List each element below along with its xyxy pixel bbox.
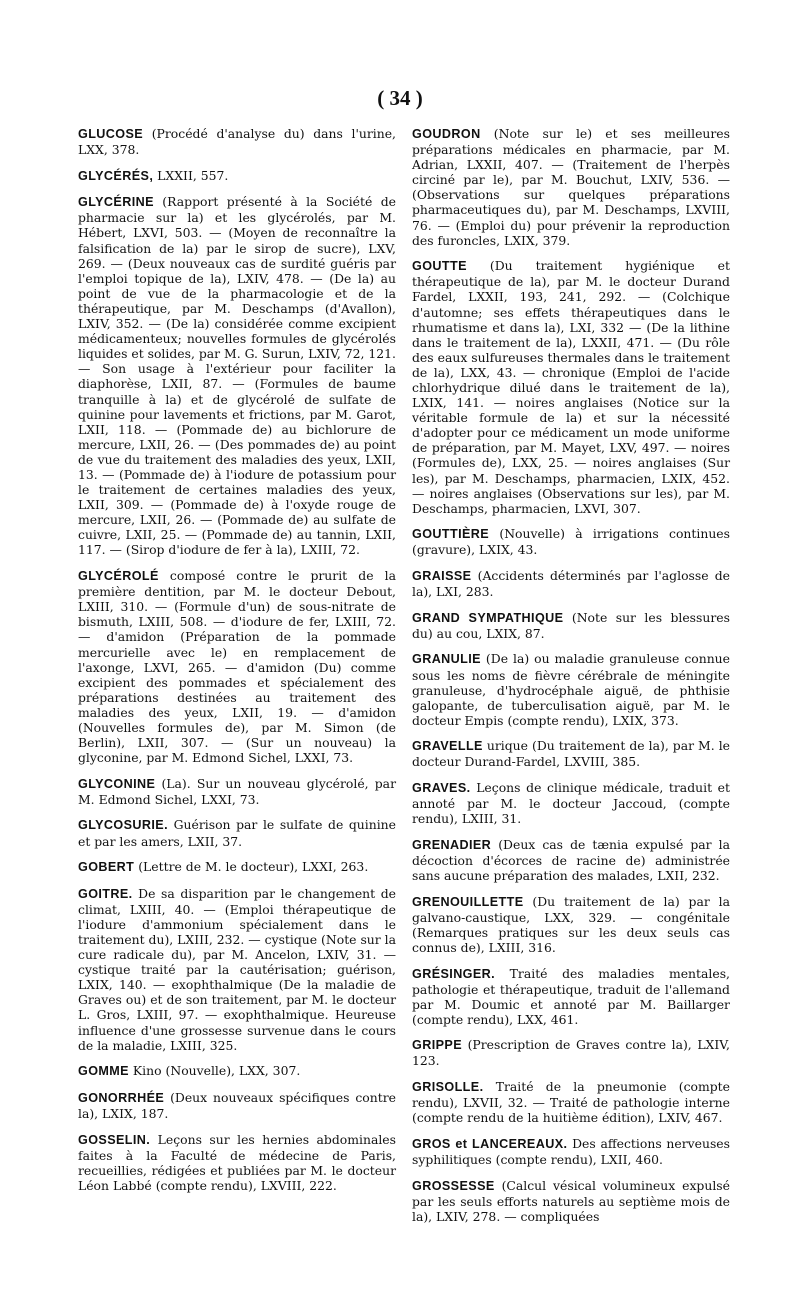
index-entry — [412, 258, 730, 516]
entry-headword: GOITRE. — [78, 886, 133, 901]
entry-text: (Note sur le) et ses meilleures préparations médicales en pharmacie, par M. Adrian, LXXII, 407. — (Traitement de l'herpès circiné par le), par M. Bouchut, LXIV, 536. — (Observations sur quelques préparations pharmaceutiques du), par M. Deschamps, LXVIII, 76. — (Emploi du) pour prévenir la reproduction des furoncles, LXIX, 379. — [412, 126, 730, 248]
entry-text: De sa disparition par le changement de climat, LXIII, 40. — (Emploi thérapeutique de l'iodure d'ammonium spécialement dans le traitement du), LXIII, 232. — cystique (Note sur la cure radicale du), par M. Ancelon, LXIV, 31. — cystique traité par la cautérisation; guérison, LXIX, 140. — exophthalmique (De la maladie de Graves ou) et de son traitement, par M. le docteur L. Gros, LXIII, 97. — exophthalmique. Heureuse influence d'une grossesse survenue dans le cours de la maladie, LXIII, 325. — [78, 885, 396, 1053]
index-entry — [412, 1136, 730, 1167]
entry-headword: GROSSESSE — [412, 1178, 495, 1193]
index-entry — [412, 966, 730, 1027]
index-entry — [78, 817, 396, 848]
entry-headword: GRAISSE — [412, 569, 472, 584]
entry-headword: GRAVELLE — [412, 739, 483, 754]
entry-text: (Procédé d'analyse du) dans l'urine, LXX, 378. — [78, 126, 396, 158]
entry-text: (Calcul vésical volumineux expulsé par les seuls efforts naturels au septième mois de la), LXIV, 278. — compliquées — [412, 1177, 730, 1224]
index-entry — [412, 568, 730, 599]
entry-headword: GLYCÉROLÉ — [78, 569, 159, 584]
entry-text: (De la) ou maladie granuleuse connue sous les noms de fièvre cérébrale de méningite granuleuse, d'hydrocéphale aiguë, de phthisie galopante, de tuberculisation aiguë, par M. le docteur Empis (compte rendu), LXIX, 373. — [412, 651, 730, 728]
index-entry — [78, 859, 396, 875]
entry-headword: GRÉSINGER. — [412, 966, 496, 981]
entry-text: urique (Du traitement de la), par M. le docteur Durand-Fardel, LXVIII, 385. — [412, 738, 730, 770]
index-entry — [412, 780, 730, 826]
left-column — [78, 126, 396, 1203]
entry-headword: GLYCÉRÉS, — [78, 168, 154, 183]
index-entry — [412, 526, 730, 557]
index-entry — [412, 837, 730, 883]
entry-text: Kino (Nouvelle), LXX, 307. — [128, 1063, 301, 1079]
entry-headword: GRISOLLE. — [412, 1080, 484, 1095]
entry-headword: GLYCONINE — [78, 776, 156, 791]
entry-text: (Note sur les blessures du) au cou, LXIX, 87. — [412, 609, 730, 641]
index-entry — [412, 126, 730, 248]
entry-text: LXXII, 557. — [153, 167, 229, 183]
entry-headword: GOBERT — [78, 860, 135, 875]
index-entry — [412, 1079, 730, 1125]
entry-headword: GLUCOSE — [78, 127, 144, 141]
index-entry — [78, 168, 396, 184]
index-entry — [78, 776, 396, 807]
index-entry — [412, 894, 730, 955]
index-entry — [78, 1132, 396, 1193]
entry-headword: GRIPPE — [412, 1038, 462, 1053]
entry-text: (Accidents déterminés par l'aglosse de la), LXI, 283. — [412, 568, 730, 600]
index-entry — [412, 738, 730, 769]
index-entry — [78, 568, 396, 765]
entry-text: (Deux cas de tænia expulsé par la décoction d'écorces de racine de) administrée sans aucune préparation des malades, LXII, 232. — [412, 836, 730, 884]
right-column — [412, 126, 730, 1234]
entry-text: Traité des maladies mentales, pathologie et thérapeutique, traduit de l'allemand par M. Doumic et annoté par M. Baillarger (compte rendu), LXX, 461. — [412, 965, 730, 1027]
entry-text: (Du traitement de la) par la galvano-caustique, LXX, 329. — congénitale (Remarques pratiques sur les deux seuls cas connus de), LXIII, 316. — [412, 893, 730, 955]
entry-text: composé contre le prurit de la première dentition, par M. le docteur Debout, LXIII, 310. — (Formule d'un) de sous-nitrate de bismuth, LXIII, 508. — d'iodure de fer, LXIII, 72. — d'amidon (Préparation de la pommade mercurielle avec le) en remplacement de l'axonge, LXVI, 265. — d'amidon (Du) comme excipient des pommades et spécialement des préparations destinées au traitement des maladies des yeux, LXII, 19. — d'amidon (Nouvelles formules de), par M. Simon (de Berlin), LXII, 307. — (Sur un nouveau) la glyconine, par M. Edmond Sichel, LXXI, 73. — [78, 568, 396, 766]
index-entry — [412, 1037, 730, 1068]
entry-text: (Rapport présenté à la Société de pharmacie sur la) et les glycérolés, par M. Hébert, LXVI, 503. — (Moyen de reconnaître la falsification de la) par le sirop de sucre), LXV, 269. — (Deux nouveaux cas de surdité guéris par l'emploi topique de la), LXIV, 478. — (De la) au point de vue de la pharmacologie et de la thérapeutique, par M. Deschamps (d'Avallon), LXIV, 352. — (De la) considérée comme excipient médicamenteux; nouvelles formules de glycérolés liquides et solides, par M. G. Surun, LXIV, 72, 121. — Son usage à l'extérieur pour faciliter la diaphorèse, LXII, 87. — (Formules de baume tranquille à la) et de glycérolé de sulfate de quinine pour lavements et frictions, par M. Garot, LXII, 118. — (Pommade de) au bichlorure de mercure, LXII, 26. — (Des pommades de) au point de vue du traitement des maladies des yeux, LXII, 13. — (Pommade de) à l'iodure de potassium pour le traitement de certaines maladies des yeux, LXII, 309. — (Pommade de) à l'oxyde rouge de mercure, LXII, 26. — (Pommade de) au sulfate de cuivre, LXII, 25. — (Pommade de) au tannin, LXII, 117. — (Sirop d'iodure de fer à la), LXIII, 72. — [78, 194, 396, 558]
entry-headword: GRAVES. — [412, 781, 471, 796]
page-number: ( 34 ) — [377, 86, 423, 110]
entry-text: (Lettre de M. le docteur), LXXI, 263. — [134, 859, 369, 875]
entry-headword: GLYCÉRINE — [78, 195, 154, 210]
entry-text: Leçons de clinique médicale, traduit et annoté par M. le docteur Jaccoud, (compte rendu), LXIII, 31. — [412, 780, 730, 827]
entry-headword: GRANULIE — [412, 652, 481, 667]
entry-text: Guérison par le sulfate de quinine et par les amers, LXII, 37. — [78, 817, 396, 849]
index-entry — [78, 1063, 396, 1079]
index-entry — [412, 610, 730, 641]
entry-text: Leçons sur les hernies abdominales faites à la Faculté de médecine de Paris, recueillies, rédigées et publiées par M. le docteur Léon Labbé (compte rendu), LXVIII, 222. — [78, 1131, 396, 1193]
entry-headword: GOUTTIÈRE — [412, 527, 490, 542]
index-entry — [78, 886, 396, 1053]
entry-text: Des affections nerveuses syphilitiques (compte rendu), LXII, 460. — [412, 1135, 730, 1167]
entry-text: (Prescription de Graves contre la), LXIV, 123. — [412, 1037, 730, 1069]
entry-text: (Nouvelle) à irrigations continues (gravure), LXIX, 43. — [412, 526, 730, 558]
entry-headword: GONORRHÉE — [78, 1090, 165, 1105]
entry-headword: GOUDRON — [412, 127, 481, 141]
entry-text: Traité de la pneumonie (compte rendu), LXVII, 32. — Traité de pathologie interne (compte rendu de la huitième édition), LXIV, 467. — [412, 1079, 730, 1126]
entry-headword: GOSSELIN. — [78, 1132, 151, 1147]
index-entry — [78, 126, 396, 157]
entry-text: (La). Sur un nouveau glycérolé, par M. Edmond Sichel, LXXI, 73. — [78, 775, 396, 807]
entry-headword: GOUTTE — [412, 259, 467, 274]
entry-headword: GRENADIER — [412, 837, 492, 852]
entry-text: (Du traitement hygiénique et thérapeutique de la), par M. le docteur Durand Fardel, LXXII, 193, 241, 292. — (Colchique d'automne; ses effets thérapeutiques dans le rhumatisme et dans la), LXI, 332 — (De la lithine dans le traitement de la), LXXII, 471. — (Du rôle des eaux sulfureuses thermales dans le traitement de la), LXX, 43. — chronique (Emploi de l'acide chlorhydrique dilué dans le traitement de la), LXIX, 141. — noires anglaises (Notice sur la véritable formule de la) et sur la nécessité d'adopter pour ce médicament un mode uniforme de préparation, par M. Mayet, LXV, 497. — noires (Formules de), LXX, 25. — noires anglaises (Sur les), par M. Deschamps, pharmacien, LXIX, 452. — noires anglaises (Observations sur les), par M. Deschamps, pharmacien, LXVI, 307. — [412, 258, 730, 516]
index-entry — [412, 651, 730, 727]
entry-headword: GLYCOSURIE. — [78, 818, 169, 833]
entry-headword: GRENOUILLETTE — [412, 894, 524, 909]
entry-headword: GOMME — [78, 1064, 129, 1079]
entry-headword: GROS et LANCEREAUX. — [412, 1136, 568, 1151]
index-entry — [412, 1178, 730, 1224]
index-entry — [78, 194, 396, 557]
entry-headword: GRAND SYMPATHIQUE — [412, 610, 564, 625]
index-entry — [78, 1090, 396, 1121]
entry-text: (Deux nouveaux spécifiques contre la), LXIX, 187. — [78, 1089, 396, 1121]
